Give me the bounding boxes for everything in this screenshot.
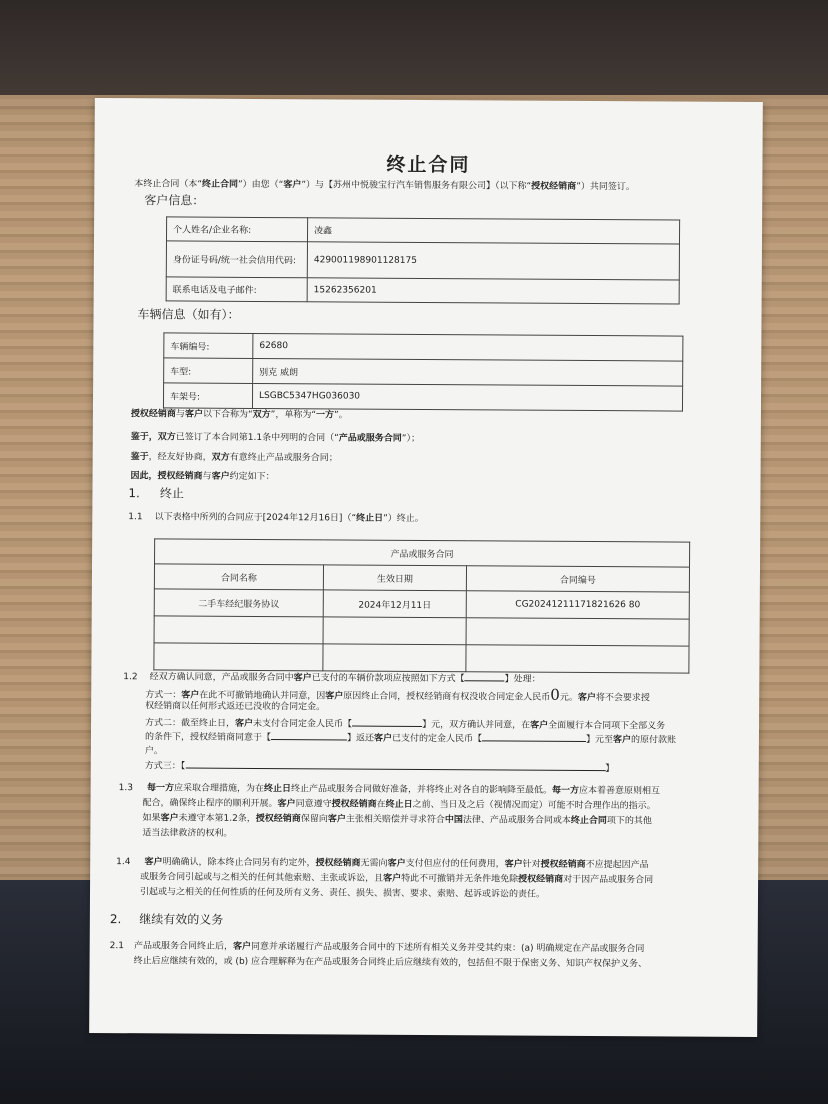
vehicle-heading: 车辆信息（如有）： (137, 307, 240, 322)
table-row (154, 564, 689, 592)
table-row (154, 616, 689, 646)
cell-effective-date: 2024年12月11日 (323, 590, 466, 618)
header-effective-date: 生效日期 (323, 565, 466, 591)
clause-1-4-line-2: 或服务合同引起或与之相关的任何其他索赔、主张或诉讼，且客户特此不可撤销并无条件地免除授权经销商对于因产品或服务合同 (140, 872, 654, 886)
customer-id-value: 429001198901128175 (307, 242, 679, 280)
clause-1-2-line-1: 1.2 经双方确认同意，产品或服务合同中客户已支付的车辆价款项应按照如下方式【 】处理： (123, 672, 541, 685)
empty-cell (466, 618, 689, 646)
whereas-line-1: 鉴于，双方已签订了本合同第1.1条中列明的合同（“产品或服务合同”）； (130, 432, 421, 444)
document-page (89, 98, 763, 1037)
section-1-heading: 1. 终止 (128, 486, 184, 501)
customer-id-label: 身份证号码/统一社会信用代码: (166, 241, 307, 278)
empty-cell (466, 645, 689, 673)
vehicle-number-value: 62680 (253, 333, 683, 361)
vehicle-model-label: 车型: (164, 358, 253, 384)
clause-1-3-line-2: 配合，确保终止程序的顺利开展。客户同意遵守授权经销商在终止日之前、当日及之后（视情况而定）可能不时合理作出的指示。 (142, 798, 656, 812)
clause-1-2-way-3: 方式三：【 】 (144, 761, 615, 775)
customer-contact-value: 15262356201 (307, 278, 679, 304)
customer-name-label: 个人姓名/企业名称: (166, 217, 307, 242)
clause-1-4-line-3: 引起或与之相关的任何性质的任何及所有义务、责任、损失、损害、要求、索赔、起诉或诉讼的责任。 (139, 887, 546, 900)
customer-name-value: 凌鑫 (307, 218, 679, 244)
document-title: 终止合同 (386, 153, 471, 177)
clause-1-3-line-1: 1.3 每一方应采取合理措施，为在终止日终止产品或服务合同做好准备，并将终止对各自的影响降至最低。每一方应本着善意原则相互 (118, 783, 661, 797)
empty-cell (154, 643, 323, 671)
clause-1-1: 1.1 以下表格中所列的合同应于[2024年12月16日]（“终止日”）终止。 (128, 512, 424, 524)
clause-1-2-way-2: 方式二：截至终止日，客户未支付合同定金人民币【 】元，双方确认并同意，在客户全面履行本合同项下全部义务 (145, 718, 666, 732)
vehicle-info-table (163, 332, 683, 411)
empty-cell (323, 644, 466, 672)
empty-cell (154, 616, 323, 644)
table-row (154, 643, 689, 673)
vehicle-vin-label: 车架号: (163, 383, 252, 409)
cell-contract-number: CG20241211171821626 80 (466, 591, 689, 619)
table-row (164, 333, 683, 361)
table-row (166, 277, 679, 304)
table-row (164, 358, 683, 386)
clause-1-2-way-1: 方式一：客户在此不可撤销地确认并同意，因客户原因终止合同，授权经销商有权没收合同定金人民币0元。客户将不会要求授 (145, 685, 650, 704)
clause-1-2-way-2-end: 户。 (144, 746, 163, 757)
customer-contact-label: 联系电话及电子邮件: (166, 277, 307, 302)
vehicle-vin-value: LSGBC5347HG036030 (252, 383, 682, 411)
vehicle-model-value: 别克 威朗 (253, 358, 683, 386)
therefore-line: 因此，授权经销商与客户约定如下： (130, 471, 275, 483)
intro-paragraph: 本终止合同（本“终止合同”）由您（“客户”）与【苏州中悦骏宝行汽车销售服务有限公司】（以下称“授权经销商”）共同签订。 (134, 179, 635, 193)
clause-2-1-line-1: 2.1 产品或服务合同终止后，客户同意并承诺履行产品或服务合同中的下述所有相关义务并受其约束：(a) 明确规定在产品或服务合同 (109, 941, 645, 955)
clause-1-3-line-4: 适当法律救济的权利。 (142, 828, 233, 839)
customer-heading: 客户信息： (144, 193, 205, 208)
whereas-line-2: 鉴于，经友好协商，双方有意终止产品或服务合同； (130, 452, 338, 464)
clause-1-4-line-1: 1.4 客户明确确认，除本终止合同另有约定外，授权经销商无需向客户支付但应付的任何费用，客户针对授权经销商不应提起因产品 (116, 857, 649, 871)
vehicle-number-label: 车辆编号: (164, 333, 253, 359)
table-row (163, 383, 682, 411)
customer-info-table (166, 216, 681, 304)
empty-cell (323, 617, 466, 645)
table-row (154, 589, 689, 619)
clause-1-2-way-2-cont: 的条件下，授权经销商同意于【 】返还客户已支付的定金人民币【 】元至客户的原付款账 (144, 732, 677, 746)
table-row (166, 217, 679, 244)
cell-contract-name: 二手车经纪服务协议 (154, 589, 323, 617)
section-2-heading: 2. 继续有效的义务 (109, 912, 224, 927)
clause-1-2-way-1-cont: 权经销商以任何形式返还已没收的合同定金。 (145, 701, 326, 713)
header-contract-number: 合同编号 (466, 566, 689, 592)
desk-background (0, 0, 828, 110)
contract-table-caption: 产品或服务合同 (155, 539, 690, 567)
clause-2-1-line-2: 终止后应继续有效的，或 (b) 应合理解释为在产品或服务合同终止后应继续有效的，包括但不限于保密义务、知识产权保护义务、 (133, 956, 648, 970)
parties-line: 授权经销商与客户以下合称为“双方”，单称为“一方”。 (130, 409, 348, 421)
clause-1-3-line-3: 如果客户未遵守本第1.2条，授权经销商保留向客户主张相关赔偿并寻求符合中国法律、产品或服务合同或本终止合同项下的其他 (142, 813, 652, 827)
contract-table (153, 538, 690, 673)
handwritten-zero: 0 (550, 685, 560, 704)
table-row (155, 539, 690, 567)
table-row (166, 241, 679, 280)
header-contract-name: 合同名称 (154, 564, 323, 590)
